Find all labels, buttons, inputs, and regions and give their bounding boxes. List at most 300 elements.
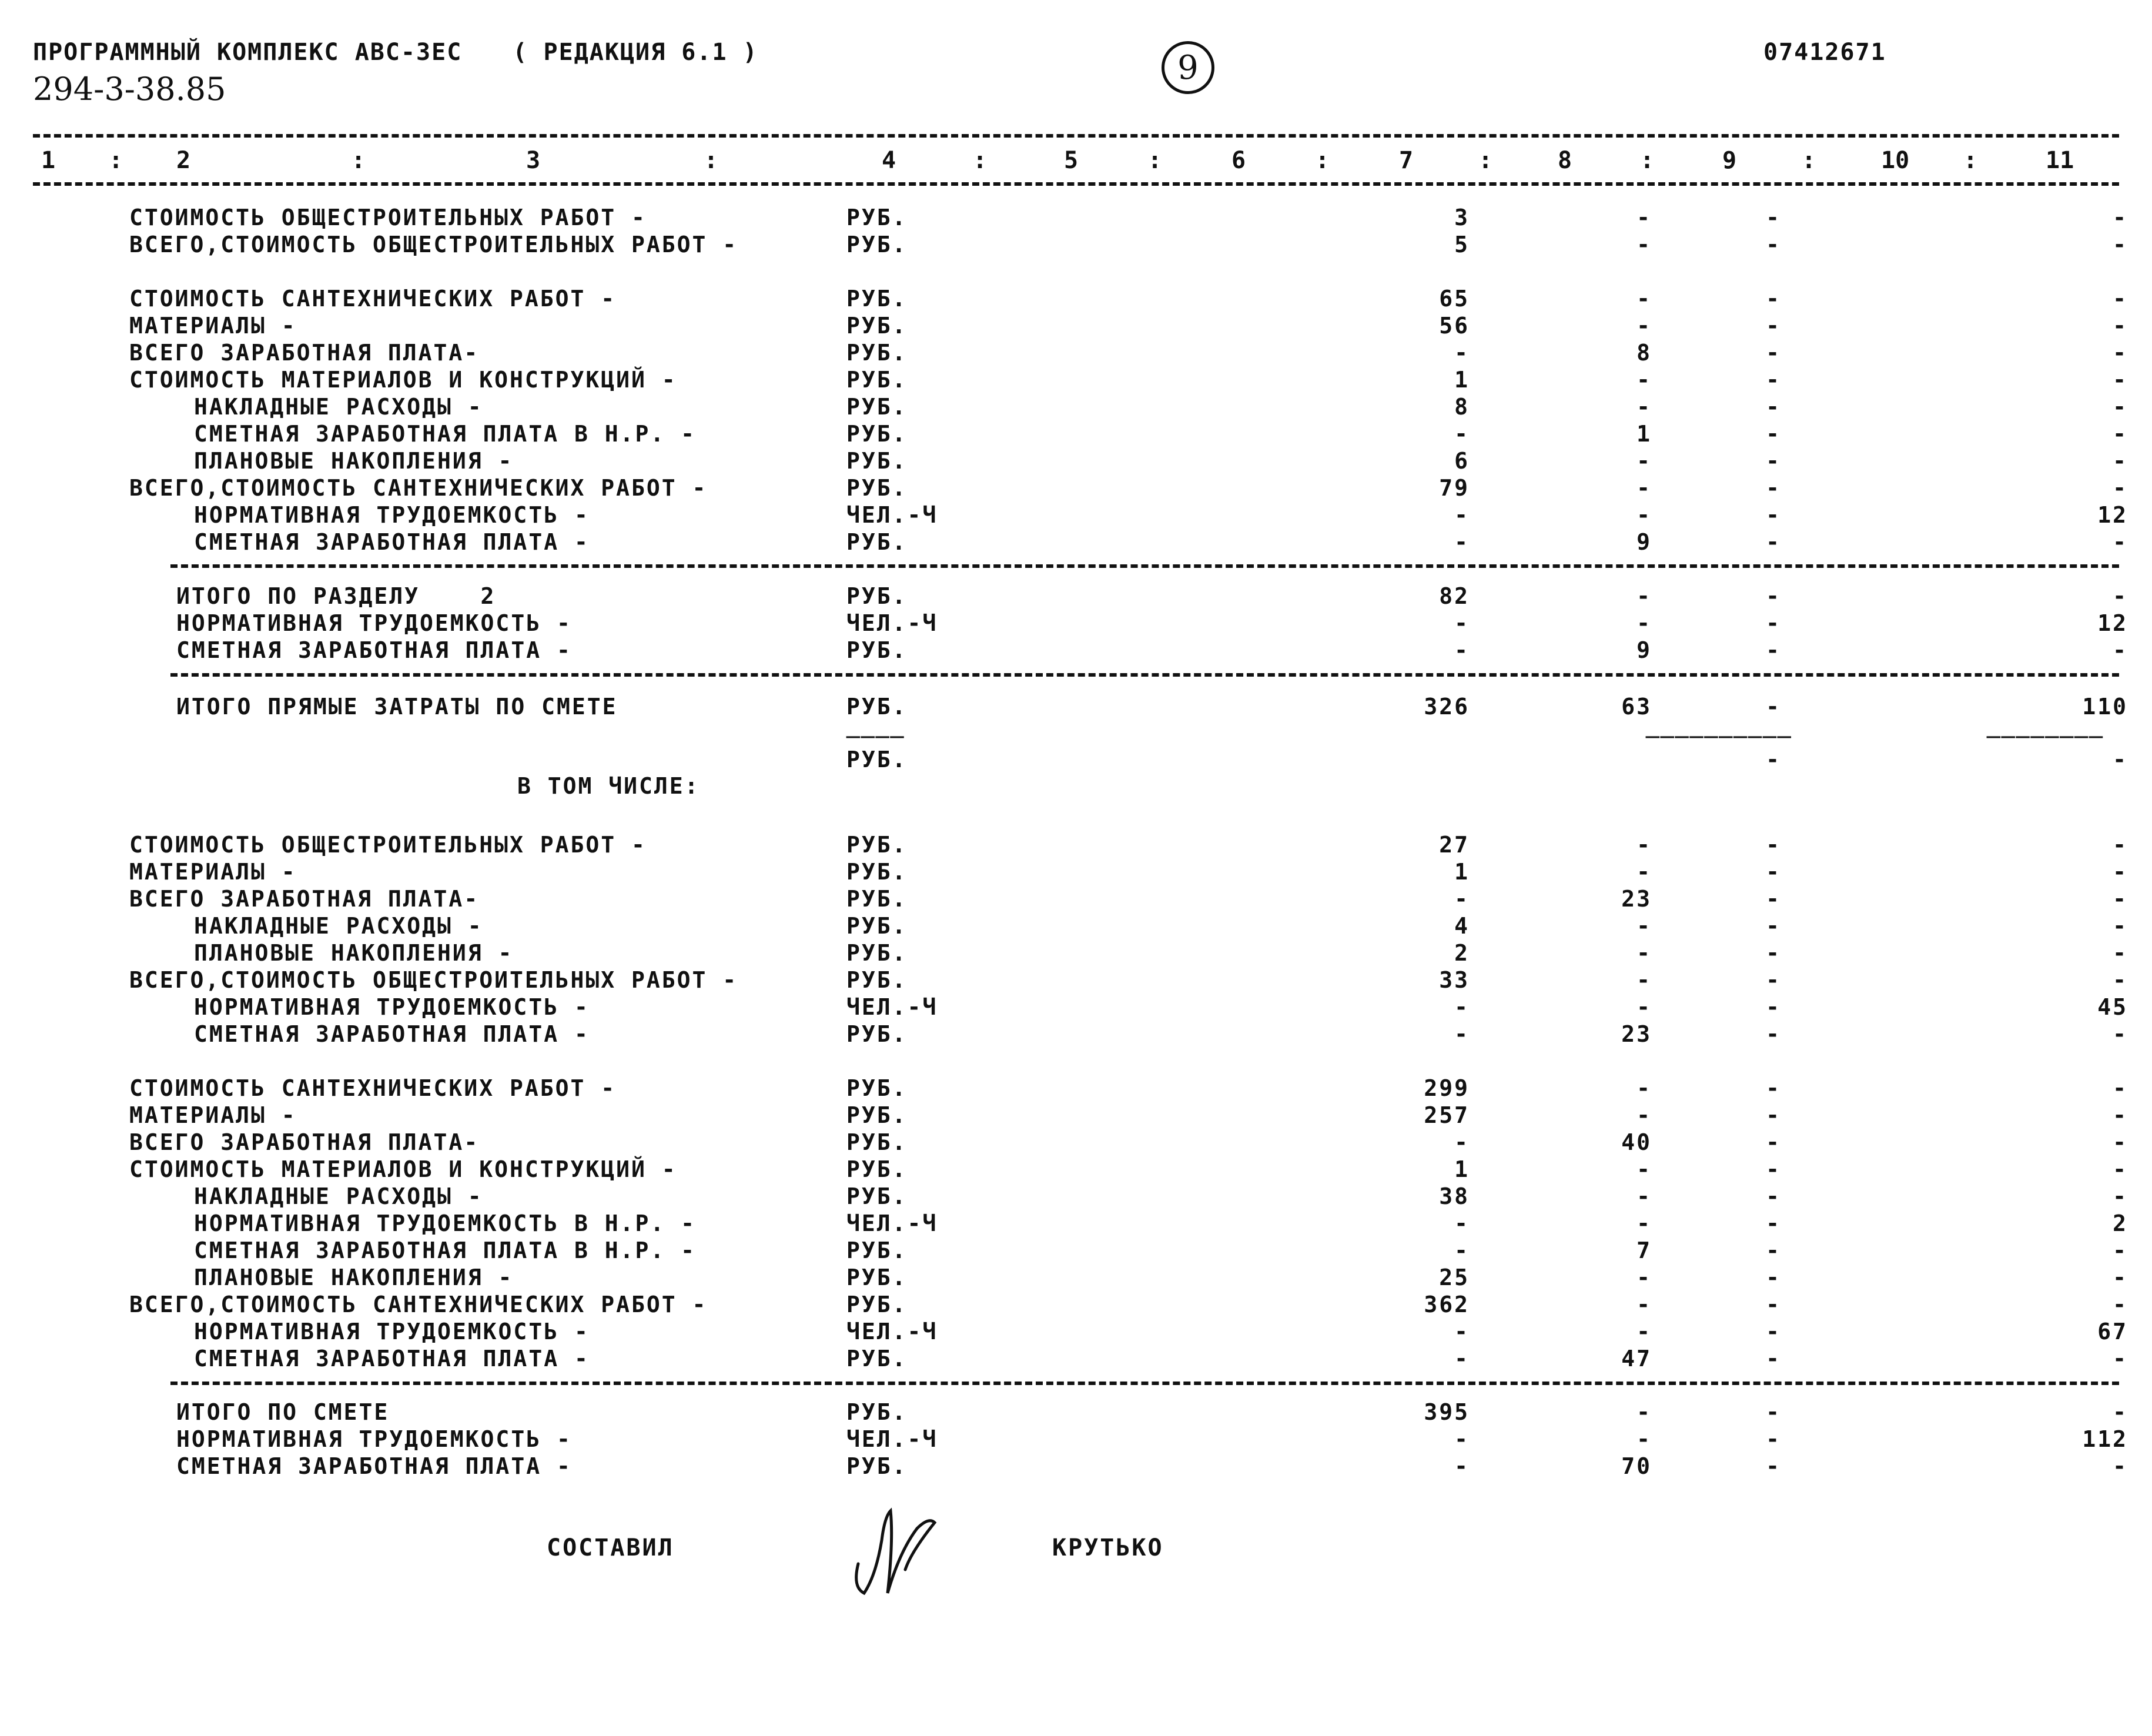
- row-col7: 362: [1424, 1292, 1470, 1317]
- row-col11: -: [2113, 583, 2128, 609]
- table-row: [0, 1237, 2152, 1265]
- row-col8: 47: [1621, 1346, 1652, 1372]
- row-col9: -: [1766, 205, 1781, 230]
- row-col9: -: [1766, 367, 1781, 393]
- row-unit: ЧЕЛ.-Ч: [846, 1426, 938, 1452]
- in-that-number-heading: [0, 773, 2152, 800]
- row-col9: -: [1766, 1183, 1781, 1209]
- row-col7: 1: [1454, 367, 1470, 393]
- row-col8: -: [1636, 1399, 1652, 1425]
- row-col9: -: [1766, 1346, 1781, 1372]
- row-col11: -: [2113, 1237, 2128, 1263]
- row-col7: 5: [1454, 232, 1470, 257]
- row-label: ВСЕГО ЗАРАБОТНАЯ ПЛАТА-: [129, 886, 480, 912]
- table-row: [0, 448, 2152, 475]
- row-col11: 12: [2097, 502, 2128, 528]
- column-header-1: 1: [41, 147, 56, 174]
- row-unit: РУБ.: [846, 205, 908, 230]
- row-label: МАТЕРИАЛЫ -: [129, 1102, 297, 1128]
- row-col8: -: [1636, 1426, 1652, 1452]
- row-col9: -: [1766, 1156, 1781, 1182]
- row-col8: -: [1636, 994, 1652, 1020]
- row-col7: -: [1454, 1237, 1470, 1263]
- row-col7: -: [1454, 610, 1470, 636]
- column-separator: :: [1963, 147, 1978, 174]
- row-col9: -: [1766, 1292, 1781, 1317]
- table-row: [0, 232, 2152, 259]
- table-row: [0, 502, 2152, 529]
- row-col7: -: [1454, 1129, 1470, 1155]
- column11-underline: ────────: [1987, 724, 2104, 750]
- row-unit: ЧЕЛ.-Ч: [846, 1319, 938, 1344]
- row-unit: РУБ.: [846, 340, 908, 366]
- row-col7: 3: [1454, 205, 1470, 230]
- row-col8: 70: [1621, 1453, 1652, 1479]
- row-unit: РУБ.: [846, 1346, 908, 1372]
- row-label: ВСЕГО ЗАРАБОТНАЯ ПЛАТА-: [129, 1129, 480, 1155]
- table-row: [0, 1210, 2152, 1237]
- table-row: [0, 394, 2152, 421]
- row-col8: 7: [1636, 1237, 1652, 1263]
- row-unit: ЧЕЛ.-Ч: [846, 610, 938, 636]
- row-col8: -: [1636, 313, 1652, 339]
- column-separator: :: [1640, 147, 1655, 174]
- compiled-label: СОСТАВИЛ: [547, 1534, 674, 1561]
- row-col8: -: [1636, 1292, 1652, 1317]
- row-col11: -: [2113, 1399, 2128, 1425]
- row-unit: РУБ.: [846, 232, 908, 257]
- row-col9: -: [1766, 448, 1781, 474]
- row-col11: -: [2113, 340, 2128, 366]
- row-col7: 38: [1439, 1183, 1470, 1209]
- row-label: НАКЛАДНЫЕ РАСХОДЫ -: [194, 913, 483, 939]
- row-col9: -: [1766, 529, 1781, 555]
- row-label: СМЕТНАЯ ЗАРАБОТНАЯ ПЛАТА В Н.Р. -: [194, 421, 696, 447]
- edition-label: ( РЕДАКЦИЯ 6.1 ): [513, 39, 758, 66]
- row-col11: 2: [2113, 1210, 2128, 1236]
- row-label: НОРМАТИВНАЯ ТРУДОЕМКОСТЬ В Н.Р. -: [194, 1210, 696, 1236]
- row-label: ВСЕГО ЗАРАБОТНАЯ ПЛАТА-: [129, 340, 480, 366]
- row-label: ПЛАНОВЫЕ НАКОПЛЕНИЯ -: [194, 448, 514, 474]
- row-col8: 1: [1636, 421, 1652, 447]
- page-number: [1162, 41, 1214, 94]
- row-label: ВСЕГО,СТОИМОСТЬ САНТЕХНИЧЕСКИХ РАБОТ -: [129, 475, 708, 501]
- row-col7: -: [1454, 994, 1470, 1020]
- row-col11: 67: [2097, 1319, 2128, 1344]
- row-col7: -: [1454, 1453, 1470, 1479]
- row-label: ИТОГО ПО РАЗДЕЛУ 2: [176, 583, 496, 609]
- row-unit: РУБ.: [846, 832, 908, 858]
- row-col11: -: [2113, 1075, 2128, 1101]
- row-col7: 27: [1439, 832, 1470, 858]
- row-col8: -: [1636, 367, 1652, 393]
- row-col11: -: [2113, 232, 2128, 257]
- row-unit: РУБ.: [846, 421, 908, 447]
- row-unit: РУБ.: [846, 886, 908, 912]
- row-label: СТОИМОСТЬ МАТЕРИАЛОВ И КОНСТРУКЦИЙ -: [129, 367, 677, 393]
- table-row: [0, 859, 2152, 886]
- row-col8: 9: [1636, 529, 1652, 555]
- row-col9: -: [1766, 637, 1781, 663]
- row-col11: -: [2113, 1102, 2128, 1128]
- row-label: ПЛАНОВЫЕ НАКОПЛЕНИЯ -: [194, 1265, 514, 1290]
- row-col7: -: [1454, 502, 1470, 528]
- row-col9: -: [1766, 313, 1781, 339]
- row-unit: РУБ.: [846, 394, 908, 420]
- row-label: МАТЕРИАЛЫ -: [129, 859, 297, 885]
- row-col7: 33: [1439, 967, 1470, 993]
- row-col8: -: [1636, 913, 1652, 939]
- row-col7: 82: [1439, 583, 1470, 609]
- table-row: [0, 286, 2152, 313]
- row-unit: РУБ.: [846, 313, 908, 339]
- table-row: [0, 1319, 2152, 1346]
- row-col7: 4: [1454, 913, 1470, 939]
- row-col8: 8: [1636, 340, 1652, 366]
- row-label: СМЕТНАЯ ЗАРАБОТНАЯ ПЛАТА -: [194, 529, 590, 555]
- column-header-rule: [33, 182, 2119, 186]
- row-col8: 63: [1621, 694, 1652, 720]
- row-col8: -: [1636, 1075, 1652, 1101]
- row-label: СТОИМОСТЬ САНТЕХНИЧЕСКИХ РАБОТ -: [129, 1075, 617, 1101]
- row-label: МАТЕРИАЛЫ -: [129, 313, 297, 339]
- table-row: [0, 940, 2152, 967]
- row-col7: -: [1454, 1346, 1470, 1372]
- column-header-7: 7: [1399, 147, 1414, 174]
- row-col9: -: [1766, 747, 1781, 772]
- row-col7: -: [1454, 637, 1470, 663]
- row-col11: 112: [2082, 1426, 2128, 1452]
- table-row: [0, 1426, 2152, 1453]
- row-col9: -: [1766, 913, 1781, 939]
- row-col8: 23: [1621, 1021, 1652, 1047]
- program-title: [33, 39, 758, 66]
- row-col9: -: [1766, 1319, 1781, 1344]
- row-unit: РУБ.: [846, 747, 908, 772]
- row-label: СМЕТНАЯ ЗАРАБОТНАЯ ПЛАТА -: [194, 1021, 590, 1047]
- row-unit: РУБ.: [846, 583, 908, 609]
- row-unit: РУБ.: [846, 1453, 908, 1479]
- row-col7: 2: [1454, 940, 1470, 966]
- row-unit: РУБ.: [846, 1156, 908, 1182]
- row-col9: -: [1766, 1210, 1781, 1236]
- row-col9: -: [1766, 421, 1781, 447]
- row-col7: 299: [1424, 1075, 1470, 1101]
- row-unit: РУБ.: [846, 1237, 908, 1263]
- row-col11: -: [2113, 394, 2128, 420]
- table-row: [0, 994, 2152, 1021]
- row-col9: -: [1766, 475, 1781, 501]
- row-col8: -: [1636, 1210, 1652, 1236]
- table-row: [0, 1265, 2152, 1292]
- row-col7: -: [1454, 1021, 1470, 1047]
- row-col8: -: [1636, 610, 1652, 636]
- table-row: [0, 1292, 2152, 1319]
- row-col8: -: [1636, 1183, 1652, 1209]
- row-col9: -: [1766, 832, 1781, 858]
- table-row: [0, 747, 2152, 774]
- table-row: [0, 340, 2152, 367]
- column-separator: :: [1315, 147, 1330, 174]
- row-label: НОРМАТИВНАЯ ТРУДОЕМКОСТЬ -: [194, 994, 590, 1020]
- row-col7: -: [1454, 529, 1470, 555]
- row-unit: РУБ.: [846, 1102, 908, 1128]
- row-label: ВСЕГО,СТОИМОСТЬ ОБЩЕСТРОИТЕЛЬНЫХ РАБОТ -: [129, 967, 738, 993]
- column-header-4: 4: [882, 147, 896, 174]
- row-label: ВСЕГО,СТОИМОСТЬ САНТЕХНИЧЕСКИХ РАБОТ -: [129, 1292, 708, 1317]
- row-col8: -: [1636, 394, 1652, 420]
- handwritten-number: 294-3-38.85: [33, 71, 226, 108]
- row-unit: РУБ.: [846, 913, 908, 939]
- section-rule-1: [170, 564, 2119, 568]
- row-col9: -: [1766, 1129, 1781, 1155]
- row-col9: -: [1766, 1453, 1781, 1479]
- row-col9: -: [1766, 1075, 1781, 1101]
- table-row: [0, 1399, 2152, 1426]
- row-unit: РУБ.: [846, 286, 908, 312]
- row-col9: -: [1766, 1021, 1781, 1047]
- row-col8: -: [1636, 940, 1652, 966]
- column-header-11: 11: [2046, 147, 2074, 174]
- row-col7: 395: [1424, 1399, 1470, 1425]
- table-row: [0, 967, 2152, 994]
- row-label: ИТОГО ПО СМЕТЕ: [176, 1399, 390, 1425]
- row-label: НОРМАТИВНАЯ ТРУДОЕМКОСТЬ -: [176, 1426, 572, 1452]
- row-col11: -: [2113, 286, 2128, 312]
- row-label: СМЕТНАЯ ЗАРАБОТНАЯ ПЛАТА -: [176, 637, 572, 663]
- row-col9: -: [1766, 886, 1781, 912]
- row-unit: РУБ.: [846, 475, 908, 501]
- row-col8: -: [1636, 205, 1652, 230]
- column9-underline: ──────────: [1646, 724, 1792, 750]
- row-col9: -: [1766, 1237, 1781, 1263]
- row-col7: -: [1454, 1210, 1470, 1236]
- row-col8: -: [1636, 1102, 1652, 1128]
- document-code: 07412671: [1763, 39, 1886, 66]
- row-col8: -: [1636, 1156, 1652, 1182]
- row-col9: -: [1766, 994, 1781, 1020]
- row-unit: ЧЕЛ.-Ч: [846, 502, 938, 528]
- row-unit: РУБ.: [846, 1399, 908, 1425]
- row-col9: -: [1766, 859, 1781, 885]
- row-col11: -: [2113, 913, 2128, 939]
- table-row: [0, 886, 2152, 913]
- column-header-5: 5: [1064, 147, 1079, 174]
- row-col11: -: [2113, 967, 2128, 993]
- table-row: [0, 1075, 2152, 1102]
- row-label: НАКЛАДНЫЕ РАСХОДЫ -: [194, 1183, 483, 1209]
- row-col9: -: [1766, 1399, 1781, 1425]
- row-col11: -: [2113, 367, 2128, 393]
- column-separator: :: [351, 147, 366, 174]
- column-header-9: 9: [1722, 147, 1737, 174]
- table-row: [0, 1346, 2152, 1373]
- row-col8: -: [1636, 967, 1652, 993]
- row-label: НОРМАТИВНАЯ ТРУДОЕМКОСТЬ -: [194, 502, 590, 528]
- row-col8: -: [1636, 583, 1652, 609]
- row-col7: -: [1454, 1426, 1470, 1452]
- signature: [841, 1505, 941, 1599]
- column-header-2: 2: [176, 147, 191, 174]
- row-col11: -: [2113, 859, 2128, 885]
- row-label: ИТОГО ПРЯМЫЕ ЗАТРАТЫ ПО СМЕТЕ: [176, 694, 618, 720]
- row-col9: -: [1766, 502, 1781, 528]
- column-separator: :: [704, 147, 718, 174]
- table-row: [0, 583, 2152, 610]
- table-row: [0, 1183, 2152, 1210]
- row-col9: -: [1766, 694, 1781, 720]
- row-col8: 23: [1621, 886, 1652, 912]
- row-col7: 257: [1424, 1102, 1470, 1128]
- row-col7: -: [1454, 340, 1470, 366]
- row-col11: -: [2113, 1453, 2128, 1479]
- row-unit: РУБ.: [846, 1129, 908, 1155]
- row-col11: -: [2113, 1156, 2128, 1182]
- row-unit: РУБ.: [846, 367, 908, 393]
- row-unit: ЧЕЛ.-Ч: [846, 1210, 938, 1236]
- table-row: [0, 1021, 2152, 1048]
- table-row: [0, 1129, 2152, 1156]
- row-col9: -: [1766, 394, 1781, 420]
- row-unit: РУБ.: [846, 1021, 908, 1047]
- row-col11: -: [2113, 313, 2128, 339]
- row-unit: РУБ.: [846, 940, 908, 966]
- row-col7: 1: [1454, 1156, 1470, 1182]
- row-unit: РУБ.: [846, 1075, 908, 1101]
- row-unit: РУБ.: [846, 1292, 908, 1317]
- table-row: [0, 1102, 2152, 1129]
- row-col11: -: [2113, 886, 2128, 912]
- row-col9: -: [1766, 286, 1781, 312]
- table-row: [0, 1453, 2152, 1480]
- row-col7: 65: [1439, 286, 1470, 312]
- row-col11: -: [2113, 1183, 2128, 1209]
- section-rule-2: [170, 673, 2119, 677]
- row-col8: -: [1636, 859, 1652, 885]
- row-col11: 45: [2097, 994, 2128, 1020]
- row-label: СМЕТНАЯ ЗАРАБОТНАЯ ПЛАТА В Н.Р. -: [194, 1237, 696, 1263]
- row-col8: 40: [1621, 1129, 1652, 1155]
- row-col11: -: [2113, 1129, 2128, 1155]
- row-col11: -: [2113, 1021, 2128, 1047]
- row-label: СМЕТНАЯ ЗАРАБОТНАЯ ПЛАТА -: [194, 1346, 590, 1372]
- row-unit: РУБ.: [846, 637, 908, 663]
- row-col11: -: [2113, 637, 2128, 663]
- row-col7: -: [1454, 886, 1470, 912]
- row-label: СМЕТНАЯ ЗАРАБОТНАЯ ПЛАТА -: [176, 1453, 572, 1479]
- in-that-number-text: В ТОМ ЧИСЛЕ:: [517, 773, 700, 799]
- table-row: [0, 1156, 2152, 1183]
- row-unit: РУБ.: [846, 1265, 908, 1290]
- compiler-name: КРУТЬКО: [1052, 1534, 1164, 1561]
- row-col11: -: [2113, 1265, 2128, 1290]
- column-separator: :: [1147, 147, 1162, 174]
- table-row: [0, 610, 2152, 637]
- row-label: СТОИМОСТЬ САНТЕХНИЧЕСКИХ РАБОТ -: [129, 286, 617, 312]
- unit-underline: ────: [846, 724, 905, 750]
- row-col7: -: [1454, 1319, 1470, 1344]
- table-row: [0, 694, 2152, 721]
- column-separator: :: [973, 147, 988, 174]
- row-col9: -: [1766, 340, 1781, 366]
- row-col8: -: [1636, 232, 1652, 257]
- row-label: ПЛАНОВЫЕ НАКОПЛЕНИЯ -: [194, 940, 514, 966]
- row-col7: 25: [1439, 1265, 1470, 1290]
- row-col7: 56: [1439, 313, 1470, 339]
- row-col9: -: [1766, 1102, 1781, 1128]
- table-row: [0, 832, 2152, 859]
- row-unit: РУБ.: [846, 448, 908, 474]
- column-header-row: [0, 147, 2152, 176]
- row-col7: -: [1454, 421, 1470, 447]
- row-col11: -: [2113, 940, 2128, 966]
- section-rule-3: [170, 1382, 2119, 1385]
- row-col7: 326: [1424, 694, 1470, 720]
- row-col11: -: [2113, 475, 2128, 501]
- row-label: НОРМАТИВНАЯ ТРУДОЕМКОСТЬ -: [176, 610, 572, 636]
- row-col8: 9: [1636, 637, 1652, 663]
- row-label: СТОИМОСТЬ МАТЕРИАЛОВ И КОНСТРУКЦИЙ -: [129, 1156, 677, 1182]
- row-col8: -: [1636, 475, 1652, 501]
- row-col11: -: [2113, 448, 2128, 474]
- table-top-rule: [33, 134, 2119, 138]
- row-col7: 6: [1454, 448, 1470, 474]
- table-row: [0, 529, 2152, 556]
- row-col11: 12: [2097, 610, 2128, 636]
- row-col7: 79: [1439, 475, 1470, 501]
- row-col11: -: [2113, 1292, 2128, 1317]
- page-number-text: 9: [1177, 48, 1199, 87]
- column-separator: :: [109, 147, 123, 174]
- row-col9: -: [1766, 610, 1781, 636]
- column-header-8: 8: [1558, 147, 1572, 174]
- row-label: НОРМАТИВНАЯ ТРУДОЕМКОСТЬ -: [194, 1319, 590, 1344]
- row-col9: -: [1766, 940, 1781, 966]
- row-col7: 1: [1454, 859, 1470, 885]
- row-col9: -: [1766, 967, 1781, 993]
- row-col11: -: [2113, 205, 2128, 230]
- table-row: [0, 475, 2152, 502]
- row-col9: -: [1766, 1265, 1781, 1290]
- column-separator: :: [1478, 147, 1493, 174]
- row-col8: -: [1636, 502, 1652, 528]
- row-unit: РУБ.: [846, 1183, 908, 1209]
- column-separator: :: [1802, 147, 1816, 174]
- row-label: СТОИМОСТЬ ОБЩЕСТРОИТЕЛЬНЫХ РАБОТ -: [129, 832, 647, 858]
- row-label: НАКЛАДНЫЕ РАСХОДЫ -: [194, 394, 483, 420]
- row-col8: -: [1636, 448, 1652, 474]
- row-col11: -: [2113, 1346, 2128, 1372]
- row-label: СТОИМОСТЬ ОБЩЕСТРОИТЕЛЬНЫХ РАБОТ -: [129, 205, 647, 230]
- table-row: [0, 421, 2152, 448]
- row-col11: -: [2113, 529, 2128, 555]
- row-col9: -: [1766, 232, 1781, 257]
- table-row: [0, 205, 2152, 232]
- row-unit: РУБ.: [846, 967, 908, 993]
- row-col11: -: [2113, 421, 2128, 447]
- row-col11: 110: [2082, 694, 2128, 720]
- row-col11: -: [2113, 747, 2128, 772]
- row-col9: -: [1766, 583, 1781, 609]
- table-row: [0, 637, 2152, 664]
- row-col8: -: [1636, 1265, 1652, 1290]
- row-unit: РУБ.: [846, 694, 908, 720]
- row-unit: ЧЕЛ.-Ч: [846, 994, 938, 1020]
- row-col8: -: [1636, 832, 1652, 858]
- row-unit: РУБ.: [846, 529, 908, 555]
- row-col7: 8: [1454, 394, 1470, 420]
- table-row: [0, 313, 2152, 340]
